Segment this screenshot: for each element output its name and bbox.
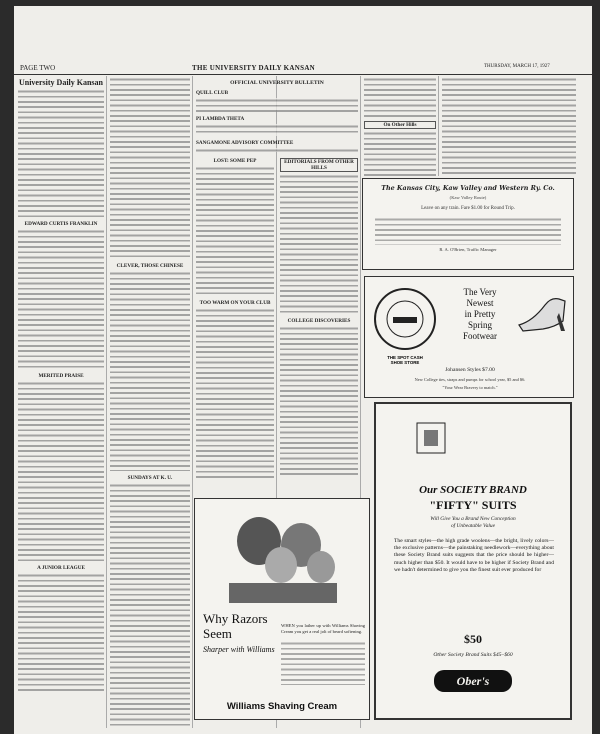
society-brand-ad [374,402,572,720]
barbershop-illustration [221,505,345,603]
spot-cash-seal [373,287,437,351]
notice-text [196,98,358,112]
williams-razor-ad [194,498,370,720]
razor-body-more [281,641,365,685]
issue-date: THURSDAY, MARCH 17, 1927 [484,64,550,69]
article-text [280,174,358,314]
article-text [196,308,274,478]
headline-line: The Very [463,287,497,297]
editorial-heading: EDWARD CURTIS FRANKLIN [24,221,98,227]
notice-text [196,124,358,136]
suits-other: Other Society Brand Suits $45–$60 [433,652,513,658]
article-text [18,381,104,561]
editorials-box: EDITORIALS FROM OTHER HILLS [280,158,358,172]
official-bulletin [196,76,358,152]
shoe-illustration [515,291,569,335]
column-three [196,154,274,494]
headline-line: Spring [467,320,492,330]
shoe-headline [445,287,515,342]
headline-line: Footwear [463,331,497,341]
pi-lambda-theta: PI LAMBDA THETA [196,116,245,122]
shoe-price: Johansen Styles $7.00 [445,367,495,373]
column-five [364,76,436,176]
razor-body: WHEN you lather up with Williams Shaving Cream you get a real jolt of beard softening. [281,623,365,634]
suits-headline-2: "FIFTY" SUITS [429,498,517,512]
column-four [280,154,358,494]
newspaper-page [14,6,592,734]
bulletin-title: OFFICIAL UNIVERSITY BULLETIN [230,80,324,86]
suits-sub-2: of Unbeatable Value [450,523,495,529]
article-text [110,271,190,471]
article-text [196,166,274,296]
shoe-store-ad [364,276,574,398]
railway-body: Leave on any train. Fare $1.00 for Round Trip. [421,205,515,211]
suits-body: The smart styles—the high grade woolens—the bright, lively colors—the exclusive patterns—the painstaking needlework—everything about these Society Brand suits suggests that the price should be higher—much higher than $50. It would have to be higher if Society Brand and we hadn't determined to give you the finest suit ever produced for [394,538,554,573]
article-text [442,77,576,175]
other-hills-heading: On Other Hills [364,121,436,129]
column-rule [106,76,107,728]
seal-label [375,355,435,365]
article-text [364,131,436,176]
page-number: PAGE TWO [20,64,56,72]
column-six [442,76,576,176]
college-discoveries-heading: COLLEGE DISCOVERIES [287,318,351,324]
headline-line: in Pretty [464,309,496,319]
notice-text [196,148,358,152]
razor-headline: Why Razors Seem [203,611,268,641]
seal-top: THE SPOT CASH [387,355,423,360]
suits-price: $50 [464,632,482,646]
article-text [110,77,190,259]
sundays-heading: SUNDAYS AT K. U. [127,475,173,481]
too-warm-heading: TOO WARM ON YOUR CLUB [199,300,271,306]
column-rule [438,76,439,176]
clever-chinese-heading: CLEVER, THOSE CHINESE [116,263,184,269]
column-rule [192,76,193,728]
article-text [18,573,104,693]
newspaper-title: University Daily Kansan [18,78,103,87]
merited-praise-heading: MERITED PRAISE [38,373,84,379]
railway-sub: (Kaw Valley Route) [449,194,487,200]
society-brand-logo [416,422,446,454]
suits-headline: Our SOCIETY BRAND [419,484,527,496]
column-two [110,76,190,726]
railway-ad [362,178,574,270]
junior-league-heading: A JUNIOR LEAGUE [37,565,85,571]
suits-sub: Will Give You a Brand New Conception [430,516,516,522]
railway-details [375,217,561,245]
masthead [14,62,592,75]
paper-name: THE UNIVERSITY DAILY KANSAN [192,64,316,72]
article-text [110,483,190,726]
seal-bottom: SHOE STORE [390,360,420,365]
obers-logo: Ober's [434,670,512,692]
staff-listing [18,89,104,217]
column-editorial [18,76,104,726]
article-text [280,326,358,476]
razor-headline-2: Sharper with Williams [203,645,275,654]
quill-club: QUILL CLUB [196,90,229,96]
advisory-committee: SANGAMONE ADVISORY COMMITTEE [196,140,294,146]
article-text [18,229,104,369]
lost-pep-heading: LOST: SOME PEP [213,158,257,164]
railway-contact: R. A. O'Brien, Traffic Manager [439,246,497,252]
article-text [364,77,436,117]
razor-brand: Williams Shaving Cream [226,701,338,712]
shoe-note: New College ties, straps and pumps for school year, $5 and $6. [414,377,526,382]
headline-line: Newest [466,298,494,308]
shoe-tagline: "Your Wear Bravery to match." [442,385,498,390]
railway-headline: The Kansas City, Kaw Valley and Western Ry. Co. [381,184,555,192]
